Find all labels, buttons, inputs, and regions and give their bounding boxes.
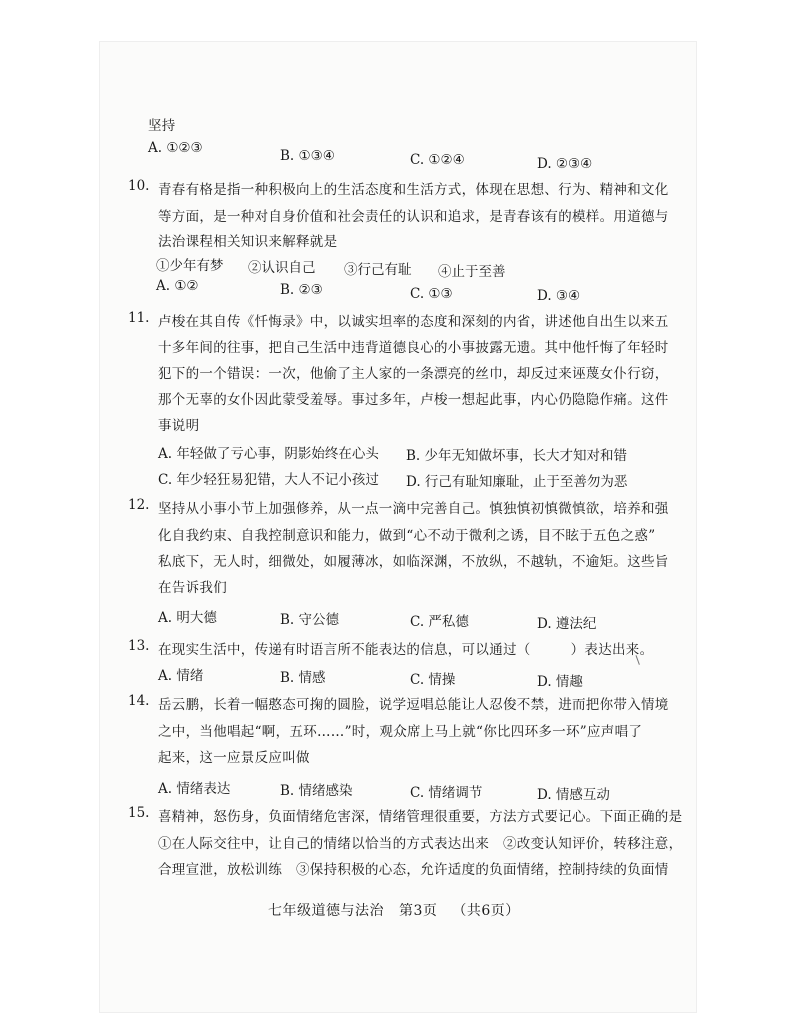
question-text: ①在人际交往中，让自己的情绪以恰当的方式表达出来 ②改变认知评价，转移注意， [158, 836, 683, 852]
question-number: 12. [128, 497, 150, 513]
question-number: 15. [128, 805, 150, 821]
option-a: A. ①②③ [148, 140, 203, 156]
option-a: A. 情绪 [158, 668, 204, 684]
footer-subject: 七年级道德与法治 [268, 903, 384, 919]
question-text: 事说明 [158, 418, 200, 434]
question-text: 起来，这一应景反应叫做 [158, 750, 310, 766]
statement-item: ③行己有耻 [344, 262, 412, 278]
statement-item: ②认识自己 [248, 260, 316, 276]
option-d: D. ③④ [537, 288, 581, 304]
question-text-end: ）表达出来。 [570, 642, 654, 658]
question-number: 11. [128, 310, 150, 326]
carryover-text: 坚持 [148, 118, 176, 134]
footer-total: （共6页） [452, 903, 520, 919]
option-b: B. ①③④ [280, 148, 335, 164]
question-text: 坚持从小事小节上加强修养，从一点一滴中完善自己。慎独慎初慎微慎欲，培养和强 [158, 501, 669, 517]
page-footer [268, 900, 530, 920]
option-d: D. 情趣 [537, 674, 583, 690]
option-d: D. 行己有耻知廉耻，止于至善勿为恶 [406, 474, 628, 490]
option-c: C. 情操 [410, 672, 456, 688]
question-text [158, 638, 653, 658]
question-text: 那个无辜的女仆因此蒙受羞辱。事过多年，卢梭一想起此事，内心仍隐隐作痛。这件 [158, 392, 669, 408]
option-d: D. 情感互动 [537, 787, 610, 803]
footer-page: 第3页 [398, 903, 438, 919]
question-text: 岳云鹏，长着一幅憨态可掬的圆脸，说学逗唱总能让人忍俊不禁，进而把你带入情境 [158, 697, 669, 713]
option-a: A. 情绪表达 [158, 781, 231, 797]
question-text: 合理宣泄，放松训练 ③保持积极的心态，允许适度的负面情绪，控制持续的负面情 [158, 862, 669, 878]
question-text: 青春有格是指一种积极向上的生活态度和生活方式，体现在思想、行为、精神和文化 [158, 182, 669, 198]
question-text: 化自我约束、自我控制意识和能力，做到“心不动于微利之诱，目不眩于五色之惑” [158, 528, 656, 544]
question-text: 犯下的一个错误：一次，他偷了主人家的一条漂亮的丝巾，却反过来诬蔑女仆行窃， [158, 366, 669, 382]
option-a: A. 年轻做了亏心事，阴影始终在心头 [158, 446, 379, 462]
option-a: A. ①② [156, 278, 199, 294]
option-c: C. 严私德 [410, 614, 469, 630]
option-d: D. 遵法纪 [537, 616, 597, 632]
option-c: C. 年少轻狂易犯错，大人不记小孩过 [158, 472, 379, 488]
question-number: 14. [128, 693, 150, 709]
option-d: D. ②③④ [537, 156, 593, 172]
option-c: C. 情绪调节 [410, 785, 483, 801]
option-b: B. 情绪感染 [280, 783, 353, 799]
option-c: C. ①③ [410, 286, 453, 302]
option-b: B. 守公德 [280, 612, 340, 628]
option-a: A. 明大德 [158, 610, 217, 626]
option-c: C. ①②④ [410, 152, 465, 168]
question-text-start: 在现实生活中，传递有时语言所不能表达的信息，可以通过（ [158, 642, 531, 658]
statement-item: ④止于至善 [438, 264, 506, 280]
question-number: 10. [128, 178, 150, 194]
question-text: 在告诉我们 [158, 580, 227, 596]
statement-item: ①少年有梦 [156, 258, 224, 274]
option-b: B. ②③ [280, 282, 323, 298]
question-text: 之中，当他唱起“啊，五环……”时，观众席上马上就“你比四环多一环”应声唱了 [158, 724, 643, 740]
exam-page [100, 42, 696, 1012]
question-text: 十多年间的往事，把自己生活中违背道德良心的小事披露无遗。其中他忏悔了年轻时 [158, 340, 669, 356]
question-text: 卢梭在其自传《忏悔录》中，以诚实坦率的态度和深刻的内省，讲述他自出生以来五 [158, 314, 669, 330]
question-text: 等方面，是一种对自身价值和社会责任的认识和追求，是青春该有的模样。用道德与 [158, 209, 669, 225]
option-b: B. 少年无知做坏事，长大才知对和错 [406, 448, 628, 464]
question-text: 喜精神，怒伤身，负面情绪危害深，情绪管理很重要，方法方式要记心。下面正确的是 [158, 809, 683, 825]
question-number: 13. [128, 638, 150, 654]
question-text: 私底下，无人时，细微处，如履薄冰，如临深渊，不放纵，不越轨，不逾矩。这些旨 [158, 554, 669, 570]
option-b: B. 情感 [280, 670, 326, 686]
question-text: 法治课程相关知识来解释就是 [158, 234, 338, 250]
